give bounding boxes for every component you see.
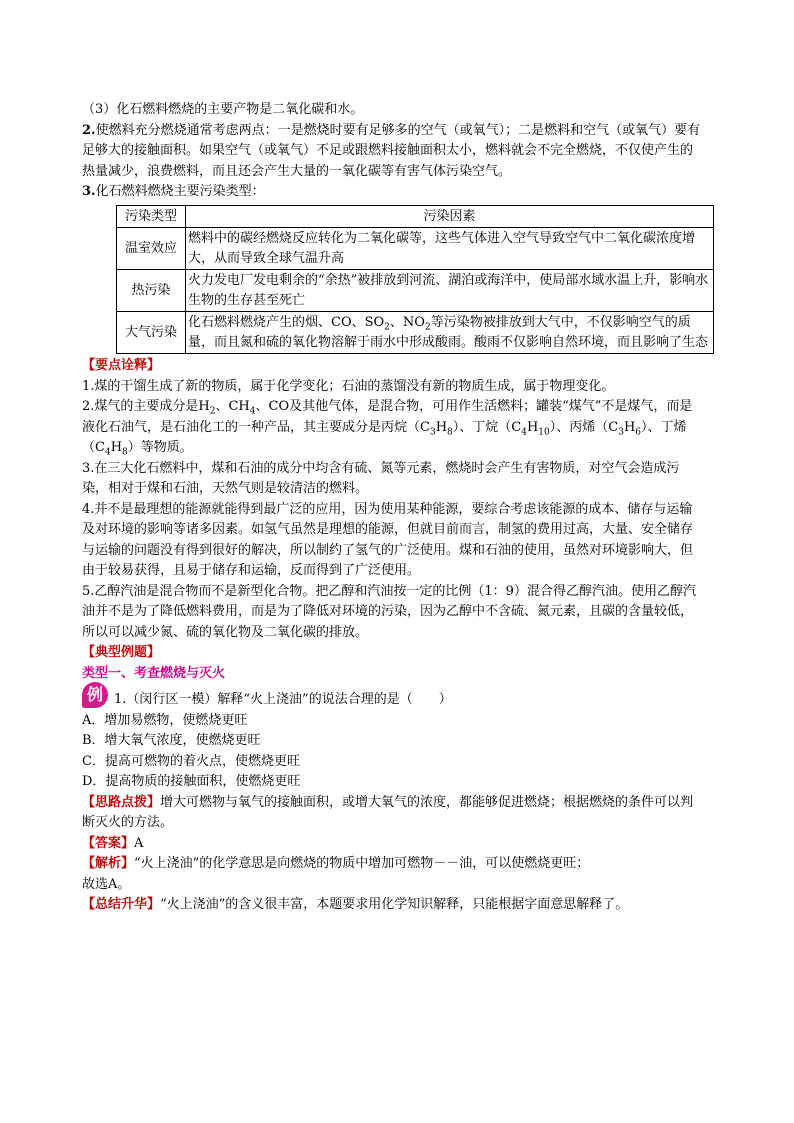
key-point-2: 2.煤气的主要成分是$H_2$、$CH_4$、CO及其他气体，是混合物，可用作生活燃料；罐装“煤气”不是煤气，而是液化石油气，是石油化工的一种产品，其主要成分是丙烷$(C_3H_8)$、丁烷$(C_4H_{10})$、丙烯$(C_3H_6)$、丁烯$(C_4H_8)$等物质。 [82, 399, 693, 458]
option-d: D．提高物质的接触面积，使燃烧更旺 [82, 774, 301, 789]
paragraph-products: （3）化石燃料燃烧的主要产物是二氧化碳和水。 [82, 102, 364, 117]
paragraph-number: 2. [82, 122, 96, 138]
analysis-label: 【解析】 [82, 856, 135, 871]
answer-label: 【答案】 [82, 835, 135, 851]
key-point-3: 3.在三大化石燃料中，煤和石油的成分中均含有硫、氮等元素，燃烧时会产生有害物质，对空气会造成污染，相对于煤和石油，天然气则是较清洁的燃料。 [82, 460, 680, 496]
table-row [117, 270, 714, 312]
table-row [117, 312, 714, 354]
conclusion-paragraph: 故选A。 [82, 876, 131, 892]
summary-paragraph: 【总结升华】“火上浇油”的含义很丰富，本题要求用化学知识解释，只能根据字面意思解释了。 [82, 897, 629, 912]
table-header-type: 污染类型 [117, 205, 186, 228]
section-heading-examples: 【典型例题】 [82, 645, 161, 660]
analysis-paragraph: 【解析】“火上浇油”的化学意思是向燃烧的物质中增加可燃物－－油，可以使燃烧更旺； [82, 856, 590, 871]
table-cell-type: 大气污染 [117, 312, 186, 354]
example-badge-icon: 例 [82, 682, 108, 708]
table-header-row [117, 205, 714, 228]
key-point-1: 1.煤的干馏生成了新的物质，属于化学变化；石油的蒸馏没有新的物质生成，属于物理变化。 [82, 378, 615, 394]
table-cell-type: 热污染 [117, 270, 186, 312]
option-c: C．提高可燃物的着火点，使燃烧更旺 [82, 753, 300, 769]
option-b: B．增大氧气浓度，使燃烧更旺 [82, 733, 261, 748]
table-cell-type: 温室效应 [117, 228, 186, 270]
section-heading-key-points: 【要点诠释】 [82, 358, 161, 373]
key-point-4: 4.并不是最理想的能源就能得到最广泛的应用，因为使用某种能源，要综合考虑该能源的成本、储存与运输及对环境的影响等诸多因素。如氢气虽然是理想的能源，但就目前而言，制氢的费用过高，大量、安全储存与运输的问题没有得到很好的解决，所以制约了氢气的广泛使用。煤和石油的使用，虽然对环境影响大，但由于较易获得，且易于储存和运输，反而得到了广泛使用。 [82, 501, 694, 578]
example-category: 类型一、考查燃烧与灭火 [82, 665, 226, 681]
paragraph-full-combustion: 2.使燃料充分燃烧通常考虑两点：一是燃烧时要有足够多的空气（或氧气）；二是燃料和空气（或氧气）要有足够大的接触面积。如果空气（或氧气）不足或跟燃料接触面积太小，燃料就会不完全燃烧，不仅使产生的热量减少，浪费燃料，而且还会产生大量的一氧化碳等有害气体污染空气。 [82, 122, 701, 179]
paragraph-number: 3. [82, 184, 96, 199]
answer-paragraph: 【答案】A [82, 835, 144, 851]
key-point-5: 5.乙醇汽油是混合物而不是新型化合物。把乙醇和汽油按一定的比例（1：9）混合得乙醇汽油。使用乙醇汽油并不是为了降低燃料费用，而是为了降低对环境的污染，因为乙醇中不含硫、氮元素，且碳的含量较低，所以可以减少氮、硫的氧化物及二氧化碳的排放。 [82, 583, 696, 640]
table-row [117, 228, 714, 270]
table-cell-factor: 燃料中的碳经燃烧反应转化为二氧化碳等，这些气体进入空气导致空气中二氧化碳浓度增大，从而导致全球气温升高 [186, 228, 714, 270]
option-a: A．增加易燃物，使燃烧更旺 [82, 712, 248, 728]
hint-paragraph: 【思路点拨】增大可燃物与氧气的接触面积，或增大氧气的浓度，都能够促进燃烧；根据燃烧的条件可以判断灭火的方法。 [82, 794, 694, 830]
table-header-factor: 污染因素 [186, 205, 714, 228]
table-cell-factor: 火力发电厂发电剩余的“余热”被排放到河流、湖泊或海洋中，使局部水域水温上升，影响水生物的生存甚至死亡 [186, 270, 714, 312]
summary-label: 【总结升华】 [82, 897, 161, 912]
table-cell-factor: 化石燃料燃烧产生的烟、CO、$SO_2$、$NO_2$等污染物被排放到大气中，不仅影响空气的质量，而且氮和硫的氧化物溶解于雨水中形成酸雨。酸雨不仅影响自然环境，而且影响了生态 [186, 312, 714, 354]
document-page [82, 100, 709, 916]
pollution-table [116, 205, 714, 355]
example-question: 例 1.（闵行区一模）解释“火上浇油”的说法合理的是（ ） [82, 690, 702, 711]
hint-label: 【思路点拨】 [82, 794, 161, 810]
paragraph-pollution-types: 3.化石燃料燃烧主要污染类型： [82, 184, 265, 199]
